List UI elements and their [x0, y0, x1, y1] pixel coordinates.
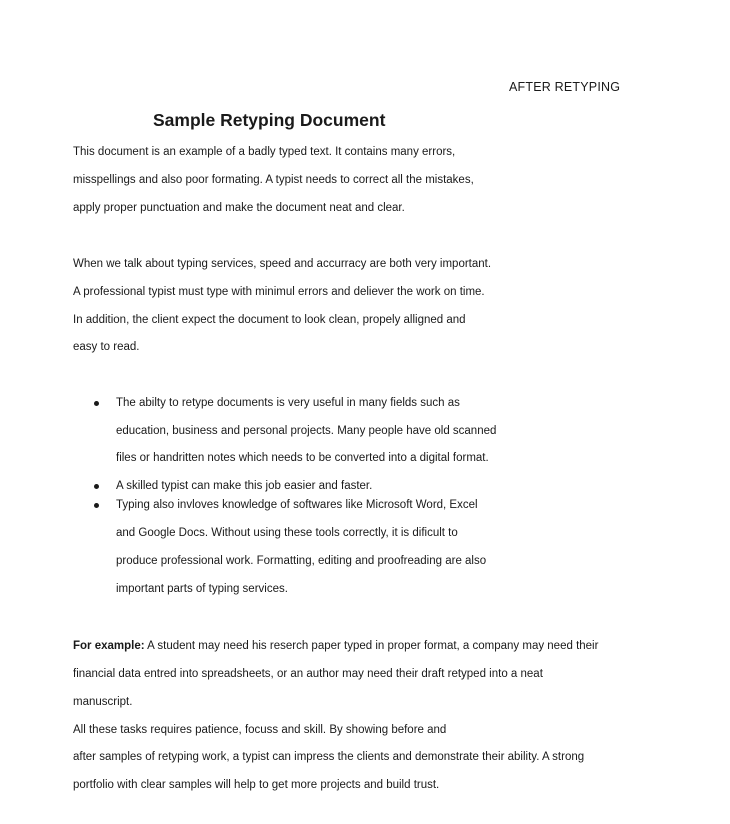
bullet-3-line-1: Typing also invloves knowledge of softwares like Microsoft Word, Excel: [116, 499, 478, 511]
after-retyping-label: AFTER RETYPING: [509, 80, 621, 94]
paragraph-1-line-2: misspellings and also poor formating. A typist needs to correct all the mistakes,: [73, 174, 474, 186]
paragraph-2-line-4: easy to read.: [73, 341, 140, 353]
bullet-2-line-1: A skilled typist can make this job easier and faster.: [116, 480, 373, 492]
example-line-4: All these tasks requires patience, focuss and skill. By showing before and: [73, 724, 447, 736]
example-line-3: manuscript.: [73, 696, 133, 708]
bullet-1-line-2: education, business and personal projects. Many people have old scanned: [116, 425, 497, 437]
bullet-dot-3: [94, 503, 99, 508]
bullet-3-line-4: important parts of typing services.: [116, 583, 288, 595]
paragraph-2-line-1: When we talk about typing services, speed and accurracy are both very important.: [73, 258, 492, 270]
paragraph-1-line-1: This document is an example of a badly typed text. It contains many errors,: [73, 146, 456, 158]
example-line-5: after samples of retyping work, a typist can impress the clients and demonstrate their ability. A strong: [73, 751, 585, 763]
example-label: For example:: [73, 640, 145, 652]
paragraph-1-line-3: apply proper punctuation and make the document neat and clear.: [73, 202, 405, 214]
bullet-dot-2: [94, 484, 99, 489]
bullet-1-line-1: The abilty to retype documents is very useful in many fields such as: [116, 397, 460, 409]
example-line-6: portfolio with clear samples will help to get more projects and build trust.: [73, 779, 440, 791]
example-line-2: financial data entred into spreadsheets, or an author may need their draft retyped into a neat: [73, 668, 543, 680]
example-line-1-text: A student may need his reserch paper typed in proper format, a company may need their: [144, 640, 599, 652]
bullet-1-line-3: files or handritten notes which needs to be converted into a digital format.: [116, 452, 489, 464]
paragraph-2-line-3: In addition, the client expect the document to look clean, propely alligned and: [73, 314, 466, 326]
document-title: Sample Retyping Document: [153, 110, 386, 130]
bullet-3-line-3: produce professional work. Formatting, editing and proofreading are also: [116, 555, 487, 567]
paragraph-2-line-2: A professional typist must type with minimul errors and deliever the work on time.: [73, 286, 485, 298]
example-line-1: [73, 640, 598, 652]
bullet-dot-1: [94, 401, 99, 406]
bullet-3-line-2: and Google Docs. Without using these tools correctly, it is dificult to: [116, 527, 458, 539]
